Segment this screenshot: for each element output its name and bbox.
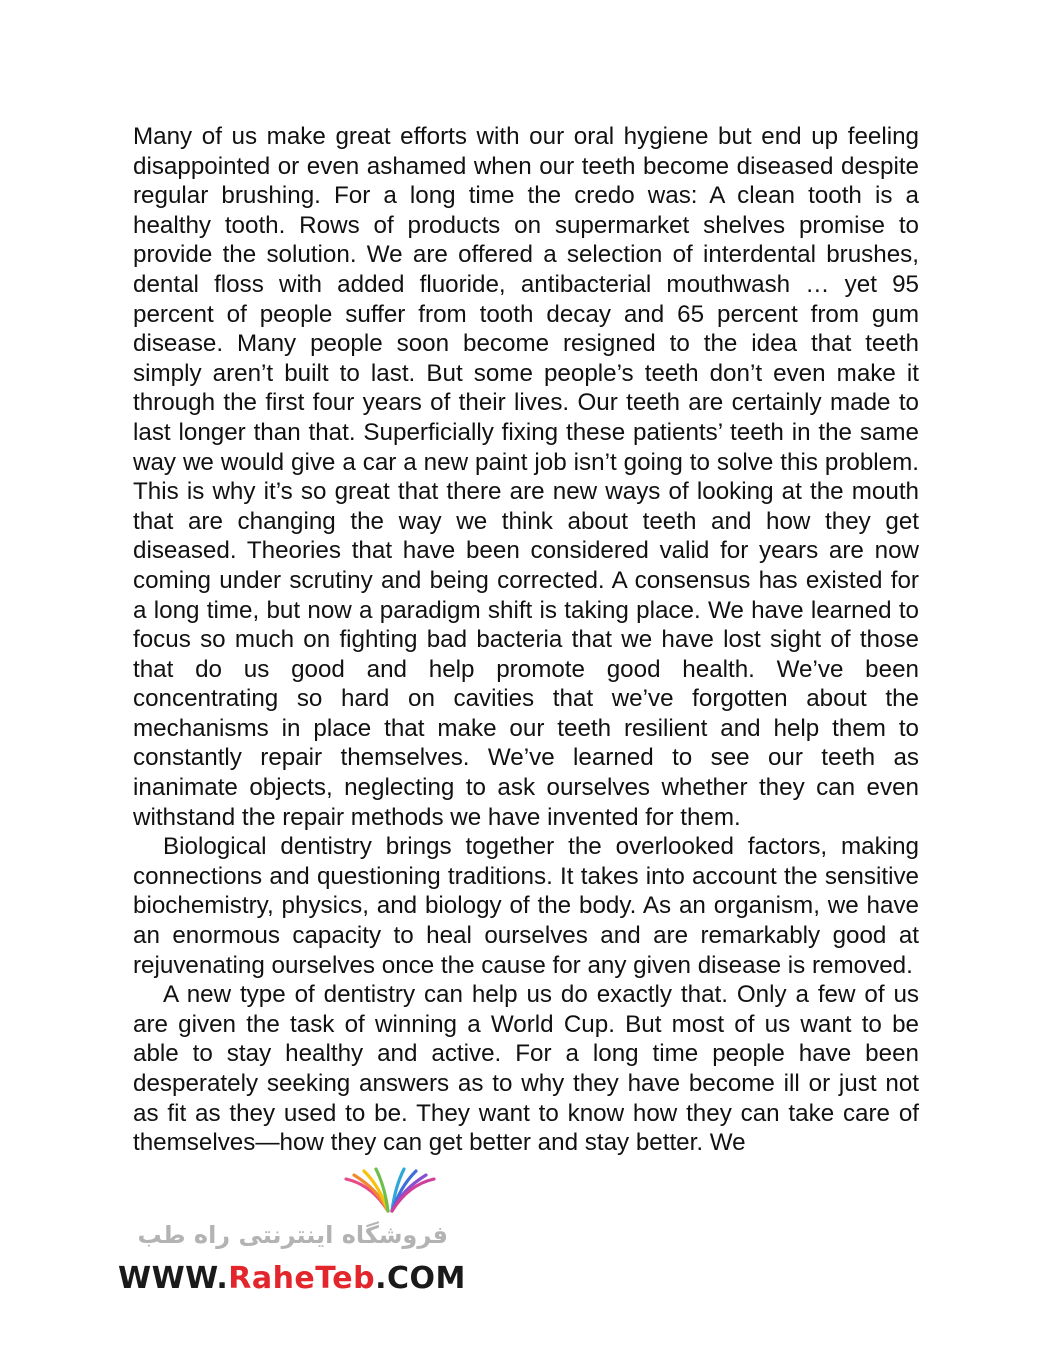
- url-prefix: WWW.: [118, 1261, 229, 1296]
- open-book-logo-icon: [330, 1165, 450, 1215]
- paragraph-3: A new type of dentistry can help us do exactly that. Only a few of us are given the task of winning a World Cup. But most of us want to be able to stay healthy and active. For a long time people have been desperately seeking answers as to why they have become ill or just not as fit as they used to be. They want to know how they can take care of themselves—how they can get better and stay better. We: [133, 981, 919, 1157]
- paragraph-1: Many of us make great efforts with our oral hygiene but end up feeling disappointed or even ashamed when our teeth become diseased despite regular brushing. For a long time the credo was: A clean tooth is a healthy tooth. Rows of products on supermarket shelves promise to provide the solution. We are offered a selection of interdental brushes, dental floss with added fluoride, antibacterial mouthwash … yet 95 percent of people suffer from tooth decay and 65 percent from gum disease. Many people soon become resigned to the idea that teeth simply aren’t built to last. But some people’s teeth don’t even make it through the first four years of their lives. Our teeth are certainly made to last longer than that. Superficially fixing these patients’ teeth in the same way we would give a car a new paint job isn’t going to solve this problem. This is why it’s so great that there are new ways of looking at the mouth that are changing the way we think about teeth and how they get diseased. Theories that have been considered valid for years are now coming under scrutiny and being corrected. A consensus has existed for a long time, but now a paradigm shift is taking place. We have learned to focus so much on fighting bad bacteria that we have lost sight of those that do us good and help promote good health. We’ve been concentrating so hard on cavities that we’ve forgotten about the mechanisms in place that make our teeth resilient and help them to constantly repair themselves. We’ve learned to see our teeth as inanimate objects, neglecting to ask ourselves whether they can even withstand the repair methods we have invented for them.: [133, 123, 919, 831]
- url-brand: RaheTeb: [228, 1261, 376, 1296]
- body-text: [133, 122, 919, 1158]
- watermark: [118, 1165, 466, 1305]
- watermark-url: [118, 1261, 466, 1296]
- url-suffix: .COM: [375, 1261, 466, 1296]
- watermark-persian-text: فروشگاه اینترنتی راه طب: [137, 1221, 448, 1249]
- paragraph-2: Biological dentistry brings together the overlooked factors, making connections and questioning traditions. It takes into account the sensitive biochemistry, physics, and biology of the body. As an organism, we have an enormous capacity to heal ourselves and are remarkably good at rejuvenating ourselves once the cause for any given disease is removed.: [133, 833, 919, 979]
